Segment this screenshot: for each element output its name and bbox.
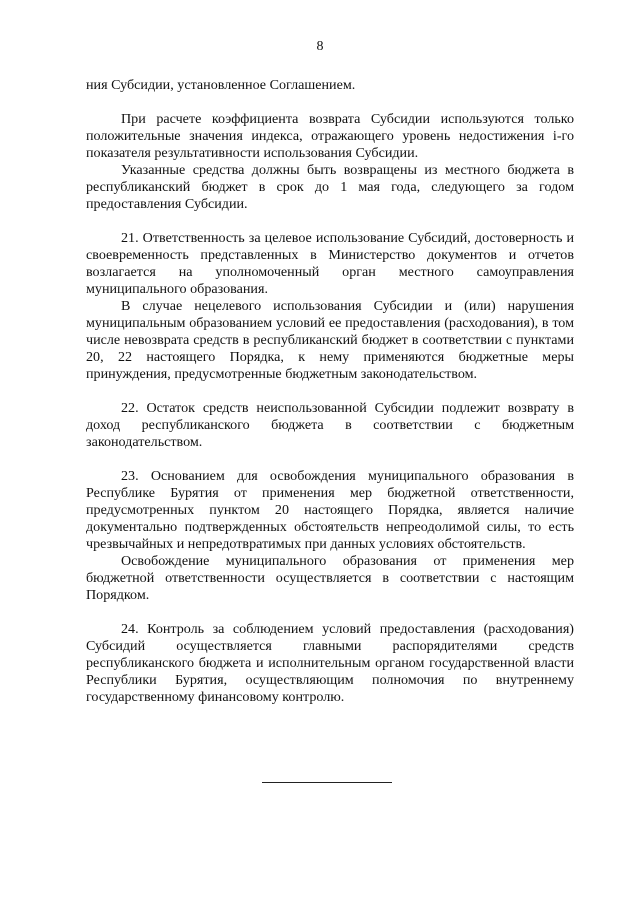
document-body (86, 77, 574, 706)
page-number: 8 (316, 39, 324, 54)
paragraph-misuse-measures: В случае нецелевого использования Субсидии и (или) нарушения муниципальным образованием условий ее предоставления (расходования), в том числе невозврата средств в республиканский бюджет в соответствии с пунктами 20, 22 настоящего Порядка, к нему применяются бюджетные меры принуждения, предусмотренные бюджетным законодательством. (86, 298, 574, 382)
paragraph-21-responsibility: 21. Ответственность за целевое использование Субсидий, достоверность и своевременность представленных в Министерство документов и отчетов возлагается на уполномоченный орган местного самоуправления муниципального образования. (86, 230, 574, 297)
paragraph-gap (86, 604, 574, 621)
end-divider-line (262, 782, 392, 783)
paragraph-exemption-procedure: Освобождение муниципального образования от применения мер бюджетной ответственности осуществляется в соответствии с настоящим Порядком. (86, 553, 574, 603)
paragraph-gap (86, 383, 574, 400)
paragraph-gap (86, 213, 574, 230)
paragraph-23-exemption-grounds: 23. Основанием для освобождения муниципального образования в Республике Бурятия от применения мер бюджетной ответственности, предусмотренных пунктом 20 настоящего Порядка, является наличие документально подтвержденных обстоятельств непреодолимой силы, то есть чрезвычайных и непредотвратимых при данных условиях обстоятельств. (86, 468, 574, 552)
paragraph-refund-deadline: Указанные средства должны быть возвращены из местного бюджета в республиканский бюджет в срок до 1 мая года, следующего за годом предоставления Субсидии. (86, 162, 574, 212)
paragraph-refund-coefficient: При расчете коэффициента возврата Субсидии используются только положительные значения индекса, отражающего уровень недостижения i-го показателя результативности использования Субсидии. (86, 111, 574, 161)
paragraph-gap (86, 94, 574, 111)
paragraph-24-control: 24. Контроль за соблюдением условий предоставления (расходования) Субсидий осуществляется главными распорядителями средств республиканского бюджета и исполнительным органом государственной власти Республики Бурятия, осуществляющим полномочия по внутреннему государственному финансовому контролю. (86, 621, 574, 705)
paragraph-continuation: ния Субсидии, установленное Соглашением. (86, 77, 356, 93)
paragraph-22-unused-balance: 22. Остаток средств неиспользованной Субсидии подлежит возврату в доход республиканского бюджета в соответствии с бюджетным законодательством. (86, 400, 574, 450)
paragraph-gap (86, 451, 574, 468)
